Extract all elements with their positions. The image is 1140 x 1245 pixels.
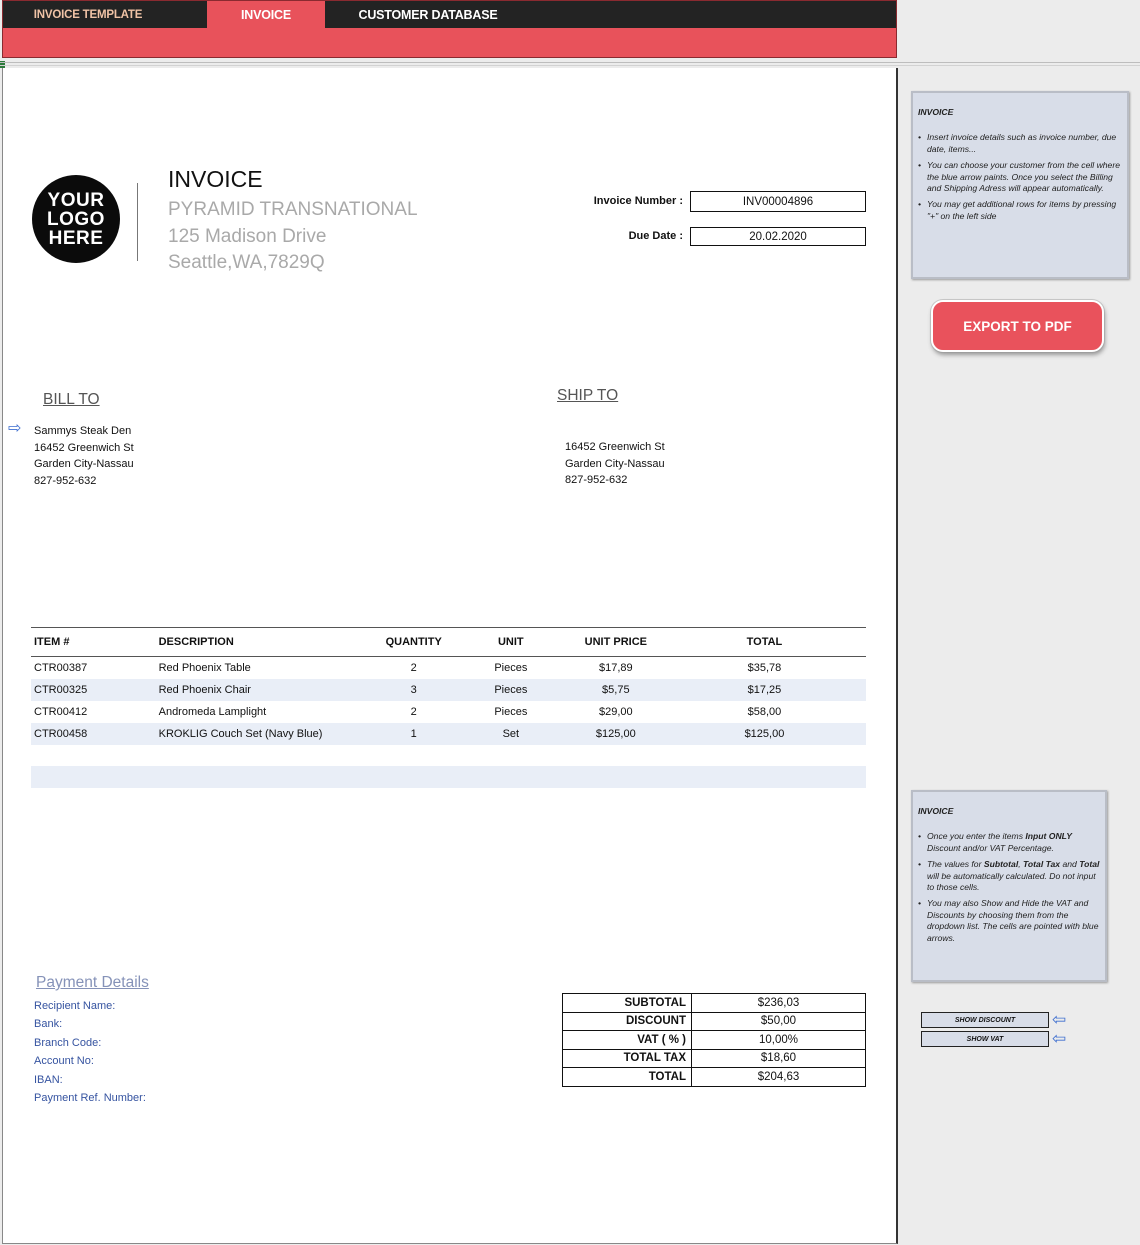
col-header-unit: UNIT: [497, 636, 524, 648]
cell-description[interactable]: Red Phoenix Chair: [158, 684, 251, 696]
grand-total-value: $204,63: [692, 1068, 866, 1087]
col-header-quantity: QUANTITY: [385, 636, 442, 648]
cell-unit-price[interactable]: $17,89: [598, 662, 633, 674]
show-discount-arrow-icon: ⇦: [1052, 1010, 1067, 1029]
grand-total-label: TOTAL: [563, 1068, 692, 1087]
cell-unit[interactable]: Pieces: [494, 706, 528, 718]
cell-description[interactable]: Andromeda Lamplight: [158, 706, 267, 718]
cell-quantity[interactable]: 3: [410, 684, 417, 696]
bill-to-heading: BILL TO: [43, 391, 100, 408]
col-header-total: TOTAL: [746, 636, 783, 648]
note-text: and: [1060, 859, 1080, 870]
cell-description[interactable]: Red Phoenix Table: [158, 662, 251, 674]
cell-item[interactable]: CTR00458: [34, 728, 88, 740]
due-date-field[interactable]: 20.02.2020: [690, 227, 866, 246]
items-table: [31, 627, 866, 745]
note-bullets: [918, 132, 1122, 222]
customer-select-arrow-icon: ⇨: [8, 420, 22, 437]
cell-unit[interactable]: Pieces: [494, 662, 528, 674]
top-nav-bar: [2, 0, 897, 58]
payment-field-branch-code[interactable]: Branch Code:: [34, 1036, 102, 1049]
divider: [0, 62, 1140, 63]
note-text-bold: Input ONLY: [1025, 831, 1073, 842]
ship-to-heading: SHIP TO: [557, 387, 619, 404]
note-text-bold: Total Tax: [1023, 859, 1061, 870]
total-tax-label: TOTAL TAX: [563, 1049, 692, 1068]
logo-line: YOUR: [47, 189, 105, 211]
col-header-description: DESCRIPTION: [158, 636, 234, 648]
totals-row-total: [563, 1068, 866, 1087]
company-address-line2[interactable]: Seattle,WA,7829Q: [168, 252, 325, 273]
empty-item-row[interactable]: [31, 766, 866, 788]
cell-quantity[interactable]: 2: [410, 706, 417, 718]
show-vat-dropdown[interactable]: SHOW VAT: [921, 1031, 1049, 1047]
cell-total: $58,00: [747, 706, 782, 718]
invoice-number-label: Invoice Number :: [593, 195, 683, 207]
instructions-note-bottom: [911, 790, 1107, 982]
show-vat-arrow-icon: ⇦: [1052, 1029, 1067, 1048]
instructions-note-top: [911, 91, 1129, 279]
discount-value[interactable]: $50,00: [692, 1012, 866, 1031]
ship-to-line: 16452 Greenwich St: [565, 441, 665, 453]
bill-to-line: 827-952-632: [34, 474, 97, 487]
bill-to-line: 16452 Greenwich St: [34, 441, 134, 454]
table-row[interactable]: [31, 657, 866, 679]
note-bullet: • You may get additional rows for items by pressing "+" on the left side: [918, 199, 1122, 222]
totals-row-vat: [563, 1031, 866, 1050]
cell-total: $125,00: [744, 728, 785, 740]
invoice-title: INVOICE: [168, 166, 263, 192]
logo-line: LOGO: [47, 208, 105, 230]
cell-quantity[interactable]: 2: [410, 662, 417, 674]
note-bullet: • You can choose your customer from the cell where the blue arrow paints. Once you select the Billing and Shipping Adress will appear automatically.: [918, 160, 1122, 194]
note-text: will be automatically calculated. Do not input to those cells.: [927, 870, 1096, 893]
col-header-unit-price: UNIT PRICE: [584, 636, 647, 648]
note-bullet: [918, 859, 1100, 893]
table-row[interactable]: [31, 679, 866, 701]
company-name[interactable]: PYRAMID TRANSNATIONAL: [168, 199, 418, 220]
note-title: INVOICE: [918, 107, 954, 117]
tab-invoice[interactable]: INVOICE: [207, 1, 325, 29]
ship-to-line: 827-952-632: [565, 474, 628, 486]
note-bullet: • Insert invoice details such as invoice number, due date, items...: [918, 132, 1122, 155]
note-text: Discount and/or VAT Percentage.: [927, 842, 1054, 853]
bill-to-line: Garden City-Nassau: [34, 458, 134, 470]
cell-quantity[interactable]: 1: [410, 728, 417, 740]
totals-table: [562, 993, 866, 1087]
vat-label: VAT ( % ): [563, 1031, 692, 1050]
cell-unit-price[interactable]: $5,75: [602, 684, 630, 696]
note-text: ,: [1018, 859, 1023, 870]
note-bullet: • You may also Show and Hide the VAT and Discounts by choosing them from the dropdown list. The cells are pointed with blue arrows.: [918, 898, 1100, 944]
cell-unit[interactable]: Set: [502, 728, 520, 740]
company-logo: [32, 175, 120, 263]
note-text-bold: Subtotal: [983, 859, 1019, 870]
note-text-bold: Total: [1079, 859, 1100, 870]
cell-item[interactable]: CTR00412: [34, 706, 88, 718]
table-header-row: [31, 628, 866, 657]
cell-total: $35,78: [747, 662, 782, 674]
payment-field-payment-ref[interactable]: Payment Ref. Number:: [34, 1092, 146, 1105]
discount-label: DISCOUNT: [563, 1012, 692, 1031]
logo-divider: [137, 183, 138, 261]
payment-field-recipient-name[interactable]: Recipient Name:: [34, 1000, 116, 1012]
subtotal-label: SUBTOTAL: [563, 994, 692, 1013]
payment-field-bank[interactable]: Bank:: [34, 1018, 63, 1031]
payment-details-list: [34, 997, 146, 1107]
table-row[interactable]: [31, 701, 866, 723]
payment-field-account-no[interactable]: Account No:: [34, 1055, 94, 1068]
show-discount-dropdown[interactable]: SHOW DISCOUNT: [921, 1012, 1049, 1028]
cell-item[interactable]: CTR00387: [34, 662, 88, 674]
totals-row-total-tax: [563, 1049, 866, 1068]
total-tax-value: $18,60: [692, 1049, 866, 1068]
invoice-number-field[interactable]: INV00004896: [690, 191, 866, 212]
cell-total: $17,25: [747, 684, 782, 696]
cell-unit-price[interactable]: $29,00: [598, 706, 633, 718]
vat-value[interactable]: 10,00%: [692, 1031, 866, 1050]
cell-description[interactable]: KROKLIG Couch Set (Navy Blue): [158, 728, 323, 740]
totals-row-subtotal: [563, 994, 866, 1013]
tab-customer-database[interactable]: CUSTOMER DATABASE: [358, 7, 498, 22]
tab-invoice-template[interactable]: INVOICE TEMPLATE: [33, 8, 143, 21]
note-title: INVOICE: [918, 806, 954, 816]
cell-item[interactable]: CTR00325: [34, 684, 88, 696]
subtotal-value: $236,03: [692, 994, 866, 1013]
note-text: The values for: [927, 859, 984, 870]
bill-to-customer-select[interactable]: Sammys Steak Den: [34, 425, 132, 437]
bill-to-address: [34, 423, 134, 489]
divider: [0, 65, 1140, 66]
note-text: Once you enter the items: [927, 831, 1026, 842]
note-bullet: [918, 831, 1100, 854]
table-row[interactable]: [31, 723, 866, 745]
export-to-pdf-button[interactable]: EXPORT TO PDF: [931, 300, 1104, 352]
logo-line: HERE: [48, 227, 104, 249]
ship-to-line: Garden City-Nassau: [565, 457, 665, 470]
company-address-line1[interactable]: 125 Madison Drive: [168, 225, 327, 247]
payment-field-iban[interactable]: IBAN:: [34, 1073, 63, 1086]
cell-unit[interactable]: Pieces: [494, 684, 528, 696]
col-header-item: ITEM #: [34, 636, 70, 648]
payment-details-title: Payment Details: [36, 974, 149, 991]
company-block: [168, 197, 418, 277]
due-date-label: Due Date :: [628, 230, 683, 242]
cell-unit-price[interactable]: $125,00: [595, 728, 636, 740]
ship-to-address: [565, 439, 665, 489]
totals-row-discount: [563, 1012, 866, 1031]
note-bullets: [918, 831, 1100, 944]
